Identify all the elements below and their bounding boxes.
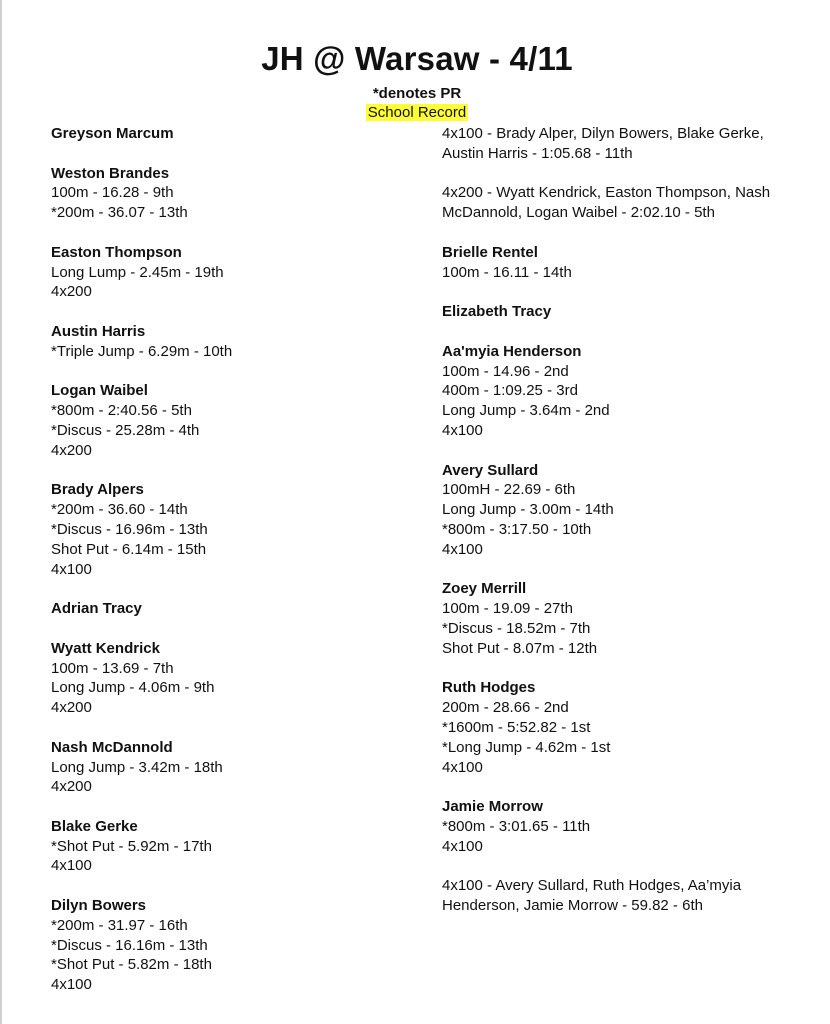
result-line: 4x100 (442, 837, 483, 855)
athlete-entry (442, 302, 792, 322)
result-line: 100m - 16.28 - 9th (51, 184, 174, 202)
athlete-entry (442, 579, 792, 658)
result-line: Austin Harris - 1:05.68 - 11th (442, 144, 633, 162)
result-line: *Long Jump - 4.62m - 1st (442, 738, 611, 756)
result-line: *Shot Put - 5.92m - 17th (51, 837, 212, 855)
athlete-name: Wyatt Kendrick (51, 639, 160, 657)
result-line: Long Jump - 4.06m - 9th (51, 679, 215, 697)
result-line: *Discus - 16.16m - 13th (51, 936, 208, 954)
result-line: *Discus - 16.96m - 13th (51, 520, 208, 538)
athlete-name: Brielle Rentel (442, 243, 538, 261)
result-line: 4x100 - Avery Sullard, Ruth Hodges, Aa’myia (442, 877, 742, 895)
result-line: Long Jump - 3.64m - 2nd (442, 402, 610, 420)
athlete-entry (442, 797, 792, 856)
result-line: *200m - 36.07 - 13th (51, 204, 188, 222)
result-line: *Triple Jump - 6.29m - 10th (51, 342, 233, 360)
athlete-entry (442, 124, 792, 164)
athlete-name: Zoey Merrill (442, 580, 527, 598)
result-line: 4x200 (51, 283, 92, 301)
result-line: Long Jump - 3.42m - 18th (51, 758, 223, 776)
result-line: *200m - 36.60 - 14th (51, 501, 188, 519)
athlete-name: Logan Waibel (51, 382, 148, 400)
result-line: Long Lump - 2.45m - 19th (51, 263, 224, 281)
result-line: Long Jump - 3.00m - 14th (442, 501, 614, 519)
athlete-entry (442, 678, 792, 777)
result-line: 4x100 (442, 421, 483, 439)
athlete-entry (51, 243, 411, 302)
athlete-entry (51, 599, 411, 619)
athlete-entry (51, 381, 411, 460)
athlete-entry (442, 342, 792, 441)
athlete-entry (442, 461, 792, 560)
athlete-entry (442, 876, 792, 916)
left-column (51, 124, 411, 1015)
result-line: 4x200 (51, 699, 92, 717)
athlete-name: Greyson Marcum (51, 125, 174, 142)
result-line: 4x100 (51, 560, 92, 578)
result-line: Shot Put - 8.07m - 12th (442, 639, 598, 657)
athlete-name: Avery Sullard (442, 461, 539, 479)
athlete-entry (51, 639, 411, 718)
result-line: *800m - 2:40.56 - 5th (51, 402, 192, 420)
result-line: 4x100 (51, 976, 92, 994)
athlete-entry (51, 738, 411, 797)
result-line: 100m - 16.11 - 14th (442, 263, 572, 281)
athlete-name: Nash McDannold (51, 738, 173, 756)
athlete-name: Dilyn Bowers (51, 897, 147, 915)
result-line: 4x100 - Brady Alper, Dilyn Bowers, Blake Gerke, (442, 125, 764, 142)
athlete-name: Ruth Hodges (442, 679, 536, 697)
result-line: 4x200 - Wyatt Kendrick, Easton Thompson, Nash (442, 184, 771, 202)
result-line: 4x100 (442, 540, 483, 558)
result-line: 100m - 14.96 - 2nd (442, 362, 569, 380)
result-line: 400m - 1:09.25 - 3rd (442, 382, 578, 400)
athlete-entry (51, 896, 411, 995)
result-line: *1600m - 5:52.82 - 1st (442, 718, 591, 736)
result-line: *800m - 3:01.65 - 11th (442, 817, 591, 835)
result-line: Shot Put - 6.14m - 15th (51, 540, 207, 558)
athlete-entry (51, 164, 411, 223)
result-line: 4x100 (442, 758, 483, 776)
result-line: 100m - 19.09 - 27th (442, 600, 573, 618)
result-line: 4x100 (51, 857, 92, 875)
pr-note: *denotes PR (372, 85, 462, 102)
athlete-entry (51, 124, 411, 144)
athlete-entry (442, 183, 792, 223)
athlete-name: Brady Alpers (51, 481, 144, 499)
athlete-name: Easton Thompson (51, 243, 182, 261)
result-line: 4x200 (51, 778, 92, 796)
school-record-highlight: School Record (367, 104, 467, 121)
athlete-name: Austin Harris (51, 322, 146, 340)
athlete-name: Elizabeth Tracy (442, 303, 552, 321)
result-line: *Shot Put - 5.82m - 18th (51, 956, 212, 974)
athlete-entry (51, 817, 411, 876)
right-column (442, 124, 792, 936)
page-title: JH @ Warsaw - 4/11 (261, 40, 573, 77)
athlete-entry (51, 480, 411, 579)
result-line: *800m - 3:17.50 - 10th (442, 520, 592, 538)
athlete-name: Weston Brandes (51, 164, 170, 182)
school-record-note (2, 104, 830, 121)
result-line: McDannold, Logan Waibel - 2:02.10 - 5th (442, 204, 715, 222)
result-line: *Discus - 25.28m - 4th (51, 421, 200, 439)
athlete-name: Blake Gerke (51, 817, 138, 835)
result-line: Henderson, Jamie Morrow - 59.82 - 6th (442, 897, 703, 915)
athlete-name: Adrian Tracy (51, 600, 142, 618)
athlete-name: Jamie Morrow (442, 798, 543, 816)
result-line: *Discus - 18.52m - 7th (442, 619, 591, 637)
athlete-entry (51, 322, 411, 362)
result-line: 200m - 28.66 - 2nd (442, 699, 569, 717)
athlete-name: Aa'myia Henderson (442, 342, 582, 360)
result-line: 100m - 13.69 - 7th (51, 659, 174, 677)
result-line: 100mH - 22.69 - 6th (442, 481, 576, 499)
result-line: 4x200 (51, 441, 92, 459)
result-line: *200m - 31.97 - 16th (51, 916, 188, 934)
athlete-entry (442, 243, 792, 283)
